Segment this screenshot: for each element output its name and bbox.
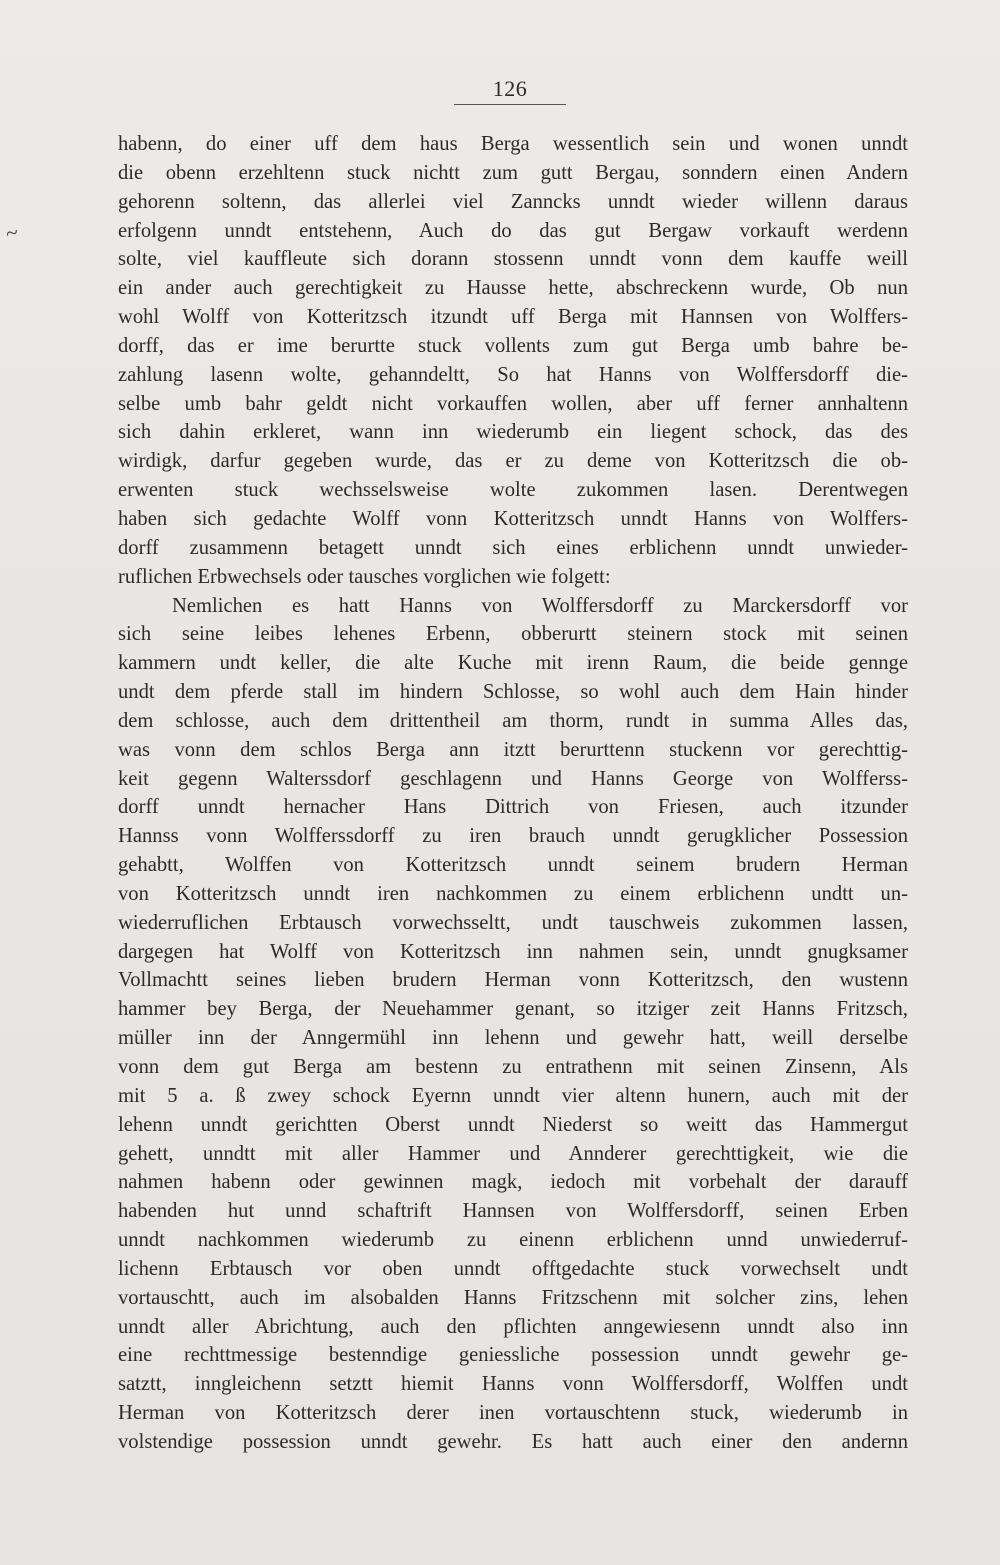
text-line: vortauschtt, auch im alsobalden Hanns Fritzschenn mit solcher zins, lehen (118, 1286, 908, 1309)
text-line: eine rechttmessige bestenndige geniessliche possession unndt gewehr ge- (118, 1344, 908, 1367)
text-line: dorff unndt hernacher Hans Dittrich von Friesen, auch itzunder (118, 796, 908, 819)
text-line: dargegen hat Wolff von Kotteritzsch inn nahmen sein, unndt gnugksamer (118, 940, 908, 963)
text-line: Nemlichen es hatt Hanns von Wolffersdorff zu Marckersdorff vor (172, 594, 908, 617)
text-line: haben sich gedachte Wolff vonn Kotteritzsch unndt Hanns von Wolffers- (118, 507, 908, 530)
text-line: von Kotteritzsch unndt iren nachkommen zu einem erblichenn undtt un- (118, 882, 908, 905)
text-line: dorff zusammenn betagett unndt sich eines erblichenn unndt unwieder- (118, 536, 908, 559)
text-line: müller inn der Anngermühl inn lehenn und gewehr hatt, weill derselbe (118, 1027, 908, 1050)
text-line: zahlung lasenn wolte, gehanndeltt, So hat Hanns von Wolffersdorff die- (118, 363, 908, 386)
text-line: unndt aller Abrichtung, auch den pflichten anngewiesenn unndt also inn (118, 1315, 908, 1338)
text-line: gehabtt, Wolffen von Kotteritzsch unndt seinem brudern Herman (118, 854, 908, 877)
text-line: selbe umb bahr geldt nicht vorkauffen wollen, aber uff ferner annhaltenn (118, 392, 908, 415)
text-line: solte, viel kauffleute sich dorann stossenn unndt vonn dem kauffe weill (118, 248, 908, 271)
text-line: habenden hut unnd schaftrift Hannsen von Wolffersdorff, seinen Erben (118, 1200, 908, 1223)
text-line: kammern undt keller, die alte Kuche mit irenn Raum, die beide gennge (118, 652, 908, 675)
text-line: ein ander auch gerechtigkeit zu Hausse hette, abschreckenn wurde, Ob nun (118, 277, 908, 300)
text-line: die obenn erzehltenn stuck nichtt zum gutt Bergau, sonndern einen Andern (118, 161, 908, 184)
body-text (118, 130, 908, 1457)
text-line: dorff, das er ime berurtte stuck vollents zum gut Berga umb bahre be- (118, 334, 908, 357)
text-line: dem schlosse, auch dem drittentheil am thorm, rundt in summa Alles das, (118, 709, 908, 732)
page-number: 126 (492, 76, 528, 101)
text-line: was vonn dem schlos Berga ann itztt berurttenn stuckenn vor gerechttig- (118, 738, 908, 761)
text-line: Hannss vonn Wolfferssdorff zu iren brauch unndt gerugklicher Possession (118, 825, 908, 848)
text-line: lehenn unndt gerichtten Oberst unndt Niederst so weitt das Hammergut (118, 1113, 908, 1136)
text-line: ruflichen Erbwechsels oder tausches vorglichen wie folgett: (118, 565, 611, 588)
text-line: volstendige possession unndt gewehr. Es hatt auch einer den andernn (118, 1430, 908, 1453)
text-line: Herman von Kotteritzsch derer inen vortauschtenn stuck, wiederumb in (118, 1402, 908, 1425)
text-line: erwenten stuck wechsselsweise wolte zukommen lasen. Derentwegen (118, 479, 908, 502)
text-line: mit 5 a. ß zwey schock Eyernn unndt vier altenn hunern, auch mit der (118, 1084, 908, 1107)
text-line: gehorenn soltenn, das allerlei viel Zanncks unndt wieder willenn daraus (118, 190, 908, 213)
text-line: undt dem pferde stall im hindern Schlosse, so wohl auch dem Hain hinder (118, 681, 908, 704)
text-line: satztt, inngleichenn setztt hiemit Hanns vonn Wolffersdorff, Wolffen undt (118, 1373, 908, 1396)
margin-mark: ~ (3, 219, 21, 246)
text-line: erfolgenn unndt entstehenn, Auch do das gut Bergaw vorkauft werdenn (118, 219, 908, 242)
text-line: habenn, do einer uff dem haus Berga wessentlich sein und wonen unndt (118, 133, 908, 155)
text-line: unndt nachkommen wiederumb zu einenn erblichenn unnd unwiederruf- (118, 1229, 908, 1252)
text-line: wohl Wolff von Kotteritzsch itzundt uff Berga mit Hannsen von Wolffers- (118, 306, 908, 329)
text-line: wirdigk, darfur gegeben wurde, das er zu deme von Kotteritzsch die ob- (118, 450, 908, 473)
text-line: keit gegenn Walterssdorf geschlagenn und Hanns George von Wolfferss- (118, 767, 908, 790)
text-line: sich seine leibes lehenes Erbenn, obberurtt steinern stock mit seinen (118, 623, 908, 646)
text-line: vonn dem gut Berga am bestenn zu entrathenn mit seinen Zinsenn, Als (118, 1056, 908, 1078)
header-rule (454, 104, 566, 105)
text-line: lichenn Erbtausch vor oben unndt offtgedachte stuck vorwechselt undt (118, 1257, 908, 1280)
text-line: gehett, unndtt mit aller Hammer und Annderer gerechttigkeit, wie die (118, 1142, 908, 1165)
text-line: wiederruflichen Erbtausch vorwechsseltt, undt tauschweis zukommen lassen, (118, 911, 908, 934)
text-line: Vollmachtt seines lieben brudern Herman vonn Kotteritzsch, den wustenn (118, 969, 908, 992)
text-line: hammer bey Berga, der Neuehammer genant, so itziger zeit Hanns Fritzsch, (118, 998, 908, 1021)
text-line: nahmen habenn oder gewinnen magk, iedoch mit vorbehalt der darauff (118, 1171, 908, 1194)
text-line: sich dahin erkleret, wann inn wiederumb ein liegent schock, das des (118, 421, 908, 444)
